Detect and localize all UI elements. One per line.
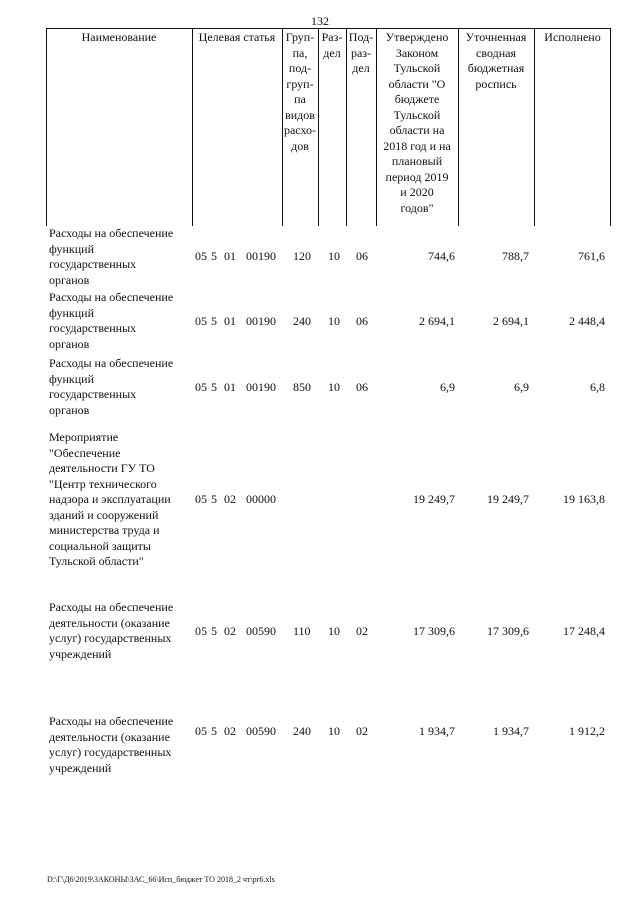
- specified-value: 788,7: [502, 249, 529, 263]
- cs-part: 05: [195, 314, 207, 328]
- column-divider: [534, 28, 535, 226]
- cs-part: 01: [224, 249, 236, 263]
- specified-value: 17 309,6: [487, 624, 529, 638]
- section: 10: [328, 249, 340, 263]
- subsection: 06: [356, 249, 368, 263]
- executed-value: 2 448,4: [569, 314, 605, 328]
- header-target: Целевая статья: [198, 30, 276, 44]
- cs-part: 00190: [246, 314, 276, 328]
- row-name: Расходы на обеспечение функций государственных органов: [49, 226, 174, 287]
- executed-value: 6,8: [590, 380, 605, 394]
- executed-value: 1 912,2: [569, 724, 605, 738]
- cs-part: 00590: [246, 724, 276, 738]
- executed-value: 761,6: [578, 249, 605, 263]
- row-name: Мероприятие "Обеспечение деятельности ГУ ТО "Центр технического надзора и эксплуатации зданий и сооружений министерства труда и социальной защиты Тульской области": [49, 430, 171, 568]
- header-approved: Утверждено Законом Тульской области "О бюджете Тульской области на 2018 год и на плановый период 2019 и 2020 годов": [383, 30, 451, 215]
- approved-value: 6,9: [440, 380, 455, 394]
- expense-type: 240: [293, 314, 311, 328]
- row-name: Расходы на обеспечение функций государственных органов: [49, 356, 174, 417]
- file-path-footer: D:\Г\Д6\2019\ЗАКОНЫ\ЗАС_66\Исп_бюджет ТО 2018_2 чт\pr6.xls: [47, 875, 275, 884]
- cs-part: 00190: [246, 249, 276, 263]
- expense-type: 240: [293, 724, 311, 738]
- approved-value: 19 249,7: [413, 492, 455, 506]
- cs-part: 05: [195, 624, 207, 638]
- header-subsection: Под- раз- дел: [348, 30, 374, 75]
- cs-part: 00000: [246, 492, 276, 506]
- expense-type: 110: [293, 624, 311, 638]
- specified-value: 6,9: [514, 380, 529, 394]
- executed-value: 19 163,8: [563, 492, 605, 506]
- subsection: 06: [356, 314, 368, 328]
- cs-part: 02: [224, 724, 236, 738]
- cs-part: 05: [195, 492, 207, 506]
- row-name: Расходы на обеспечение функций государственных органов: [49, 290, 174, 351]
- cs-part: 05: [195, 249, 207, 263]
- cs-part: 5: [211, 724, 217, 738]
- row-name: Расходы на обеспечение деятельности (оказание услуг) государственных учреждений: [49, 714, 174, 775]
- specified-value: 2 694,1: [493, 314, 529, 328]
- cs-part: 02: [224, 492, 236, 506]
- cs-part: 00190: [246, 380, 276, 394]
- expense-type: 120: [293, 249, 311, 263]
- cs-part: 5: [211, 249, 217, 263]
- section: 10: [328, 724, 340, 738]
- cs-part: 02: [224, 624, 236, 638]
- section: 10: [328, 314, 340, 328]
- cs-part: 05: [195, 380, 207, 394]
- section: 10: [328, 624, 340, 638]
- header-group: Груп- па, под- груп- па видов расхо- дов: [283, 30, 317, 153]
- approved-value: 2 694,1: [419, 314, 455, 328]
- cs-part: 5: [211, 314, 217, 328]
- cs-part: 01: [224, 314, 236, 328]
- row-name: Расходы на обеспечение деятельности (оказание услуг) государственных учреждений: [49, 600, 174, 661]
- column-divider: [192, 28, 193, 226]
- table-header: [46, 28, 611, 226]
- approved-value: 744,6: [428, 249, 455, 263]
- page-number: 132: [311, 14, 329, 28]
- header-executed: Исполнено: [544, 30, 601, 44]
- subsection: 02: [356, 624, 368, 638]
- cs-part: 5: [211, 492, 217, 506]
- approved-value: 17 309,6: [413, 624, 455, 638]
- cs-part: 5: [211, 380, 217, 394]
- cs-part: 01: [224, 380, 236, 394]
- expense-type: 850: [293, 380, 311, 394]
- cs-part: 00590: [246, 624, 276, 638]
- section: 10: [328, 380, 340, 394]
- cs-part: 05: [195, 724, 207, 738]
- specified-value: 1 934,7: [493, 724, 529, 738]
- header-name: Наименование: [81, 30, 157, 44]
- executed-value: 17 248,4: [563, 624, 605, 638]
- approved-value: 1 934,7: [419, 724, 455, 738]
- specified-value: 19 249,7: [487, 492, 529, 506]
- header-section: Раз- дел: [321, 30, 343, 60]
- header-specified: Уточненная сводная бюджетная роспись: [465, 30, 527, 91]
- subsection: 02: [356, 724, 368, 738]
- cs-part: 5: [211, 624, 217, 638]
- subsection: 06: [356, 380, 368, 394]
